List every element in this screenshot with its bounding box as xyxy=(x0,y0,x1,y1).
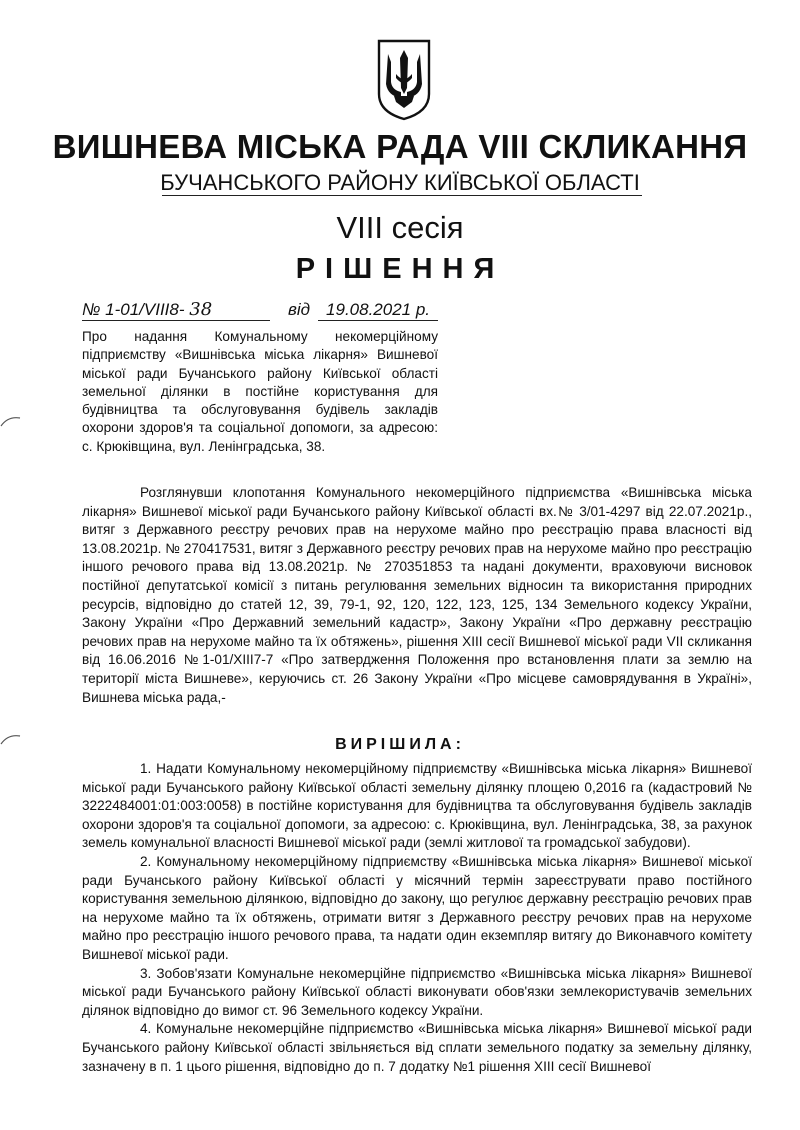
session-title: VIII сесія xyxy=(336,210,464,245)
decision-point-2: 2. Комунальному некомерційному підприємству «Вишнівська міська лікарня» Вишневої міської ради Бучанського району Київської області у місячний термін зареєструвати право постійного користування земельною ділянкою, відповідно до закону, що регулює державну реєстрацію речових прав на нерухоме майно та їх обтяжень, отримати витяг з Державного реєстру речових прав на нерухоме майно про реєстрацію іншого речового права, та надати один екземпляр витягу до Виконавчого комітету Вишневої міської ради. xyxy=(82,853,752,962)
decision-number-handwritten: 38 xyxy=(189,299,213,320)
decision-points xyxy=(82,760,752,1076)
decision-point-1: 1. Надати Комунальному некомерційному підприємству «Вишнівська міська лікарня» Вишневої міської ради Бучанського району Київської області земельну ділянку площею 0,2016 га (кадастровий № 3222484001:01:003:0058) в постійне користування для будівництва та обслуговування будівель закладів охорони здоров'я та соціальної допомоги, за адресою: с. Крюківщина, вул. Ленінградська, 38, за рахунок земель комунальної власності Вишневої міської ради (землі житлової та громадської забудови). xyxy=(82,761,752,851)
decision-number-prefix: № 1-01/VIII8- xyxy=(82,300,185,319)
decision-point-3: 3. Зобов'язати Комунальне некомерційне підприємство «Вишнівська міська лікарня» Вишневої міської ради Бучанського району Київської області виконувати обов'язки землекористувачів земельних ділянок відповідно до вимог ст. 96 Земельного кодексу України. xyxy=(82,965,752,1018)
date-label: від xyxy=(288,300,311,319)
council-name: ВИШНЕВА МІСЬКА РАДА VIII СКЛИКАННЯ xyxy=(52,128,748,165)
punch-hole-mark xyxy=(0,412,22,442)
decision-subject: Про надання Комунальному некомерційному підприємству «Вишнівська міська лікарня» Вишневої міської ради Бучанського району Київської області земельної ділянки в постійне користування для будівництва та обслуговування будівель закладів охорони здоров'я та соціальної допомоги, за адресою: с. Крюківщина, вул. Ленінградська, 38. xyxy=(82,329,438,454)
decision-number-line xyxy=(82,299,438,321)
decided-heading: ВИРІШИЛА: xyxy=(335,736,465,753)
decision-number xyxy=(82,299,270,321)
document-type: РІШЕННЯ xyxy=(295,253,505,285)
decision-date: 19.08.2021 р. xyxy=(318,300,438,321)
preamble-paragraph: Розглянувши клопотання Комунального некомерційного підприємства «Вишнівська міська лікарня» Вишневої міської ради Бучанського району Київської області вх.№ 3/01-4297 від 22.07.2021р., витяг з Державного реєстру речових прав на нерухоме майно про реєстрацію права власності від 13.08.2021р. № 270417531, витяг з Державного реєстру речових прав на нерухоме майно про реєстрацію іншого речового права від 13.08.2021р. № 270351853 та надані документи, враховуючи висновок постійної депутатської комісії з питань регулювання земельних відносин та використання природних ресурсів, відповідно до статей 12, 39, 79-1, 92, 120, 122, 123, 125, 134 Земельного кодексу України, Закону України «Про Державний земельний кадастр», Закону України «Про державну реєстрацію речових прав на нерухоме майно та їх обтяжень», рішення XIII сесії Вишневої міської ради VII скликання від 16.06.2016 №1-01/XIII7-7 «Про затвердження Положення про встановлення плати за землю на території міста Вишневе», керуючись ст. 26 Закону України «Про місцеве самоврядування в Україні», Вишнева міська рада,- xyxy=(82,485,752,705)
header-divider xyxy=(162,195,642,196)
decision-point-4: 4. Комунальне некомерційне підприємство «Вишнівська міська лікарня» Вишневої міської ради Бучанського району Київської області звільняється від сплати земельного податку за земельну ділянку, зазначену в п. 1 цього рішення, відповідно до п. 7 додатку №1 рішення XIII сесії Вишневої xyxy=(82,1021,752,1074)
district-name: БУЧАНСЬКОГО РАЙОНУ КИЇВСЬКОЇ ОБЛАСТІ xyxy=(160,170,640,195)
punch-hole-mark xyxy=(0,730,22,760)
trident-coat-of-arms-icon xyxy=(376,38,432,122)
